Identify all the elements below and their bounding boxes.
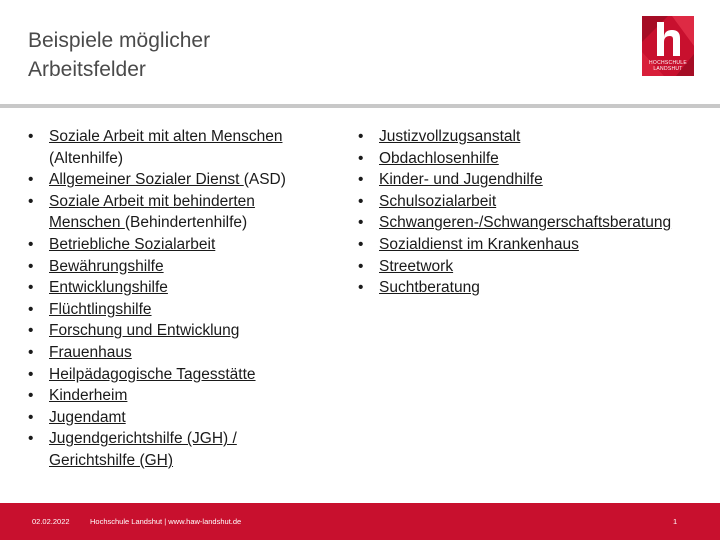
list-item-link-continued[interactable]: Menschen: [49, 214, 125, 232]
bullet-icon: •: [28, 322, 34, 340]
list-item[interactable]: [28, 407, 338, 429]
list-item[interactable]: [28, 169, 338, 191]
list-item[interactable]: [28, 428, 338, 471]
bullet-icon: •: [358, 128, 364, 145]
list-item-link[interactable]: Justizvollzugsanstalt: [379, 128, 521, 145]
list-item-link[interactable]: Flüchtlingshilfe: [49, 300, 152, 318]
list-item[interactable]: [28, 277, 338, 299]
bullet-icon: •: [28, 128, 34, 145]
bullet-icon: •: [358, 257, 364, 275]
list-item[interactable]: [358, 277, 720, 299]
list-item[interactable]: [28, 385, 338, 407]
list-item-link[interactable]: Kinder- und Jugendhilfe: [379, 171, 543, 189]
bullet-icon: •: [28, 300, 34, 318]
list-item[interactable]: [358, 191, 720, 213]
footer-date: 02.02.2022: [32, 517, 70, 526]
list-item[interactable]: [28, 126, 338, 169]
list-item[interactable]: [358, 169, 720, 191]
logo-text-line-1: HOCHSCHULE: [648, 60, 687, 66]
list-item-link[interactable]: Soziale Arbeit mit alten Menschen: [49, 128, 283, 145]
list-item-link[interactable]: Schulsozialarbeit: [379, 192, 497, 210]
bullet-icon: •: [28, 365, 34, 383]
bullet-icon: •: [28, 257, 34, 275]
bullet-icon: •: [28, 192, 34, 210]
bullet-icon: •: [28, 279, 34, 297]
list-item[interactable]: [28, 191, 338, 234]
list-item[interactable]: [358, 234, 720, 256]
list-item[interactable]: [358, 148, 720, 170]
list-item-link[interactable]: Forschung und Entwicklung: [49, 322, 240, 340]
list-item[interactable]: [358, 126, 720, 148]
left-field-list: [28, 126, 338, 472]
list-item-link[interactable]: Obdachlosenhilfe: [379, 149, 499, 167]
list-item-link[interactable]: Streetwork: [379, 257, 454, 275]
list-item-link[interactable]: Frauenhaus: [49, 343, 132, 361]
hochschule-landshut-logo: [642, 16, 694, 76]
bullet-icon: •: [28, 387, 34, 405]
list-item-note: (Behindertenhilfe): [124, 214, 248, 232]
header-divider: [0, 104, 720, 108]
footer-source: Hochschule Landshut | www.haw-landshut.de: [90, 517, 242, 526]
bullet-icon: •: [28, 235, 34, 253]
list-item-link[interactable]: Entwicklungshilfe: [49, 279, 168, 297]
bullet-icon: •: [28, 408, 34, 426]
list-item-link-continued[interactable]: Gerichtshilfe (GH): [49, 451, 174, 469]
bullet-icon: •: [358, 171, 364, 189]
list-item[interactable]: [28, 256, 338, 278]
list-item[interactable]: [358, 256, 720, 278]
bullet-icon: •: [358, 279, 364, 297]
list-item[interactable]: [358, 212, 720, 234]
list-item-note: (Altenhilfe): [49, 149, 124, 167]
list-item[interactable]: [28, 364, 338, 386]
logo-text-line-2: LANDSHUT: [653, 66, 683, 72]
list-item[interactable]: [28, 234, 338, 256]
slide-title-line-2: Arbeitsfelder: [28, 58, 146, 81]
bullet-icon: •: [28, 171, 34, 189]
list-item-link[interactable]: Heilpädagogische Tagesstätte: [49, 365, 256, 383]
list-item[interactable]: [28, 320, 338, 342]
slide-title: [28, 26, 588, 84]
bullet-icon: •: [358, 235, 364, 253]
list-item-link[interactable]: Soziale Arbeit mit behinderten: [49, 192, 255, 210]
list-item-link[interactable]: Schwangeren-/Schwangerschaftsberatung: [379, 214, 672, 232]
list-item-note: (ASD): [243, 171, 286, 189]
page-number: 1: [673, 517, 678, 526]
list-item-link[interactable]: Jugendamt: [49, 408, 126, 426]
bullet-icon: •: [28, 343, 34, 361]
bullet-icon: •: [28, 430, 34, 448]
list-item-link[interactable]: Sozialdienst im Krankenhaus: [379, 235, 579, 253]
list-item-link[interactable]: Allgemeiner Sozialer Dienst: [49, 171, 244, 189]
slide-title-line-1: Beispiele möglicher: [28, 29, 211, 52]
list-item-link[interactable]: Suchtberatung: [379, 279, 480, 297]
list-item-link[interactable]: Betriebliche Sozialarbeit: [49, 235, 216, 253]
list-item[interactable]: [28, 342, 338, 364]
bullet-icon: •: [358, 214, 364, 232]
list-item-link[interactable]: Bewährungshilfe: [49, 257, 164, 275]
bullet-icon: •: [358, 192, 364, 210]
list-item-link[interactable]: Jugendgerichtshilfe (JGH) /: [49, 430, 237, 448]
list-item[interactable]: [28, 299, 338, 321]
right-field-list: [358, 126, 720, 299]
footer-bar: [0, 503, 720, 540]
list-item-link[interactable]: Kinderheim: [49, 387, 128, 405]
bullet-icon: •: [358, 149, 364, 167]
